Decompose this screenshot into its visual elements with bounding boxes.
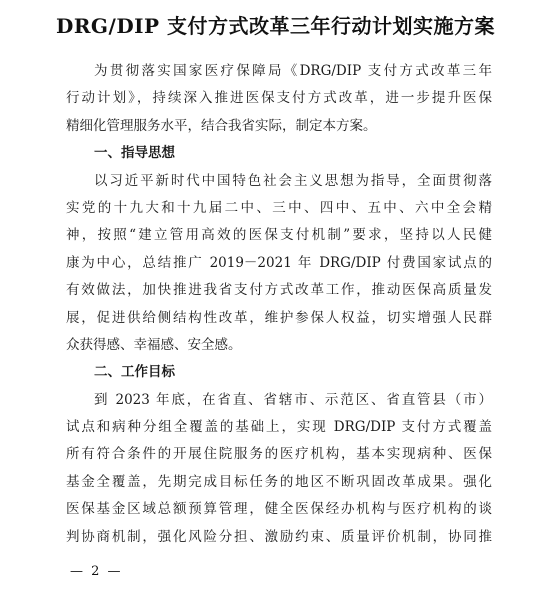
paragraph-line: 以习近平新时代中国特色社会主义思想为指导，全面贯彻落 [94, 172, 492, 189]
paragraph-line: 基金全覆盖，先期完成目标任务的地区不断巩固改革成果。强化 [66, 473, 492, 490]
section-heading-guiding-ideology: 一、指导思想 [94, 145, 175, 162]
paragraph-line: 医保基金区域总额预算管理，健全医保经办机构与医疗机构的谈 [66, 501, 492, 518]
paragraph-line: 展，促进供给侧结构性改革，维护参保人权益，切实增强人民群 [66, 309, 492, 326]
paragraph-line: 众获得感、幸福感、安全感。 [66, 336, 242, 353]
paragraph-line: 实党的十九大和十九届二中、三中、四中、五中、六中全会精 [66, 199, 492, 216]
document-title: DRG/DIP 支付方式改革三年行动计划实施方案 [55, 14, 496, 38]
paragraph-line: 为贯彻落实国家医疗保障局《DRG/DIP 支付方式改革三年 [94, 63, 492, 79]
paragraph-line: 康为中心，总结推广 2019－2021 年 DRG/DIP 付费国家试点的 [66, 254, 492, 271]
paragraph-line: 判协商机制，强化风险分担、激励约束、质量评价机制，协同推 [66, 528, 492, 545]
paragraph-line: 所有符合条件的开展住院服务的医疗机构，基本实现病种、医保 [66, 446, 492, 463]
page-number: — 2 — [70, 564, 123, 579]
paragraph-line: 行动计划》，持续深入推进医保支付方式改革，进一步提升医保 [66, 90, 492, 107]
paragraph-line: 神，按照“建立管用高效的医保支付机制”要求，坚持以人民健 [66, 227, 492, 244]
document-body [66, 58, 492, 551]
paragraph-line: 有效做法，加快推进我省支付方式改革工作，推动医保高质量发 [66, 282, 492, 299]
paragraph-line: 试点和病种分组全覆盖的基础上，实现 DRG/DIP 支付方式覆盖 [66, 419, 492, 436]
paragraph-line: 到 2023 年底，在省直、省辖市、示范区、省直管县（市） [94, 391, 492, 408]
section-heading-work-goals: 二、工作目标 [94, 364, 175, 381]
paragraph-line: 精细化管理服务水平，结合我省实际，制定本方案。 [66, 117, 377, 134]
